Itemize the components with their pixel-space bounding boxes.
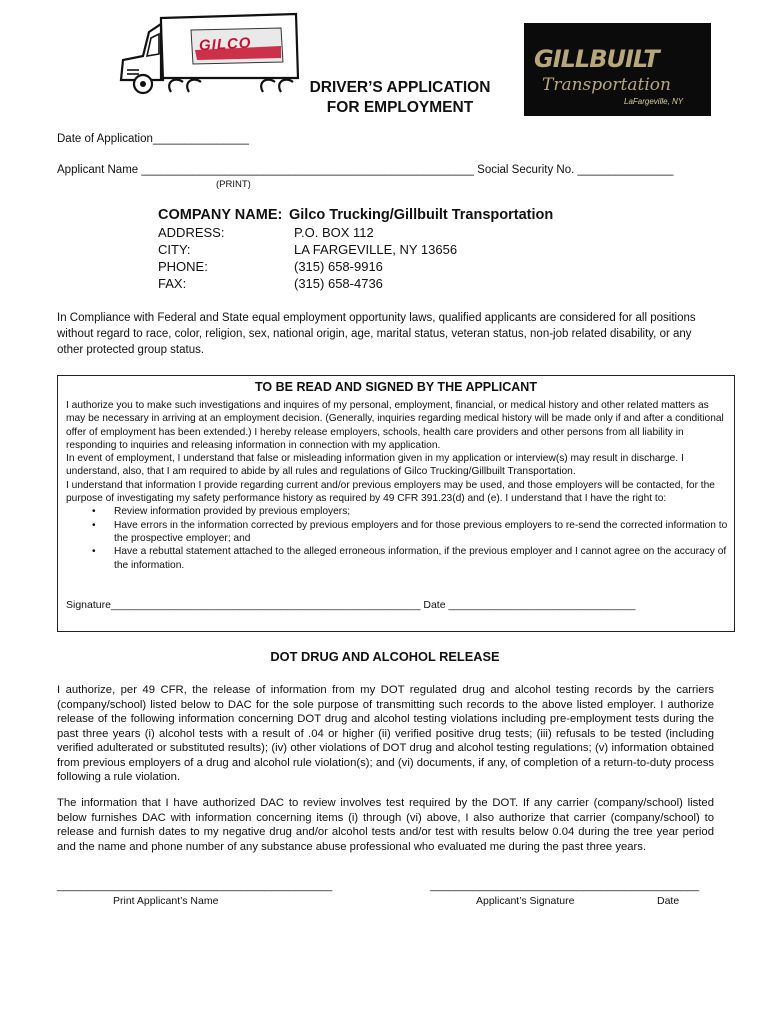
print-name-label: Print Applicant’s Name [113, 895, 219, 907]
gilco-logo-text: GILCO [198, 34, 252, 55]
city-value: LA FARGEVILLE, NY 13656 [294, 242, 458, 257]
gillbuilt-logo-subtext: Transportation [542, 75, 671, 95]
dot-release-paragraph-2: The information that I have authorized DAC to review involves test required by the DOT. If any carrier (company/school) listed below furnishes DAC with information concerning items (i) through (vi) above, I also authorize that carrier (company/school) to release and furnish dates to my negative drug and/or alcohol tests and/or test with results below 0.04 during the tree year period and the name and phone number of any substance abuse professional who evaluated me during the past three years. [57, 797, 714, 853]
consent-box-text [66, 399, 728, 572]
applicant-consent-box [57, 375, 735, 632]
rights-item-text: Have errors in the information corrected by previous employers and for those previous employers to re-send the corrected information to the prospective employer; and [114, 519, 728, 544]
bullet-icon: • [92, 546, 96, 558]
dot-release-paragraph-1: I authorize, per 49 CFR, the release of information from my DOT regulated drug and alcohol testing records by the carriers (company/school) listed below to DAC for the sole purpose of transmitting such records to the above listed employer. I authorize release of the following information concerning DOT drug and alcohol testing violations including pre-employment tests during the past three years (i) alcohol tests with a result of .04 or higher (ii) verified positive drug tests; (iii) refusals to be tested (including verified adulterated or substituted results); (iv) other violations of DOT drug and alcohol testing regulations; (v) information obtained from previous employers of a drug and alcohol rule violation(s); and (vi) documents, if any, of completion of a return-to-duty process following a rule violation. [57, 684, 714, 783]
date-label: Date [657, 895, 680, 907]
rights-list-item [92, 519, 728, 546]
phone-label: PHONE: [158, 259, 208, 274]
title-line-1: DRIVER’S APPLICATION [309, 79, 491, 96]
consent-paragraph-3: I understand that information I provide regarding current and/or previous employers may be used, and those employers will be contacted, for the purpose of investigating my safety performance history as required by 49 CFR 391.23(d) and (e). I understand that I have the right to: [66, 479, 715, 505]
print-hint: (PRINT) [216, 179, 251, 190]
fax-label: FAX: [158, 276, 187, 291]
dot-release-title: DOT DRUG AND ALCOHOL RELEASE [270, 649, 500, 664]
consent-paragraph-1: I authorize you to make such investigations and inquires of my personal, employment, financial, or medical history and other related matters as may be necessary in arriving at an employment decision. (Generally, inquiries regarding medical history will be made only if and after a conditional offer of employment has been extended.) I hereby release employers, schools, health care providers and other persons from all liability in responding to inquiries and releasing information in connection with my application. [66, 400, 724, 451]
gillbuilt-logo [524, 23, 711, 116]
gillbuilt-logo-location: LaFargeville, NY [624, 97, 684, 106]
signature-date-line[interactable]: ____________________________________________ [430, 880, 700, 892]
page-title [290, 78, 510, 118]
fax-value: (315) 658-4736 [294, 276, 383, 291]
applicant-name-field[interactable]: Applicant Name ____________________________________________________ Social Security No. _______________ [57, 164, 674, 176]
applicant-signature-label: Applicant’s Signature [476, 895, 575, 907]
rights-list [66, 505, 728, 571]
address-label: ADDRESS: [158, 225, 225, 240]
rights-item-text: Review information provided by previous employers; [114, 506, 351, 518]
rights-list-item [92, 545, 728, 572]
title-line-2: FOR EMPLOYMENT [326, 99, 474, 116]
rights-list-item [92, 505, 728, 518]
consent-paragraph-2: In event of employment, I understand that false or misleading information given in my application or interview(s) may result in discharge. I understand, also, that I am required to abide by all rules and regulations of Gilco Trucking/Gillbuilt Transportation. [66, 453, 684, 478]
consent-box-title: TO BE READ AND SIGNED BY THE APPLICANT [255, 380, 537, 394]
city-label: CITY: [158, 242, 191, 257]
consent-signature-date-line[interactable]: Signature_____________________________________________________ Date ________________________________ [66, 599, 636, 611]
gillbuilt-logo-text: GILLBUILT [534, 45, 659, 73]
bullet-icon: • [92, 519, 96, 531]
eeo-compliance-text: In Compliance with Federal and State equal employment opportunity laws, qualified applicants are considered for all positions without regard to race, color, religion, sex, national origin, age, marital status, veteran status, non-job related disability, or any other protected group status. [57, 312, 696, 356]
rights-item-text: Have a rebuttal statement attached to the alleged erroneous information, if the previous employer and I cannot agree on the accuracy of the information. [114, 546, 727, 571]
gilco-truck-logo [113, 10, 303, 96]
bullet-icon: • [92, 506, 96, 518]
address-value: P.O. BOX 112 [294, 225, 374, 240]
print-name-line[interactable]: _____________________________________________ [57, 880, 333, 892]
company-name-label: COMPANY NAME: [158, 207, 283, 223]
date-of-application-field[interactable]: Date of Application_______________ [57, 133, 249, 145]
company-name-value: Gilco Trucking/Gillbuilt Transportation [289, 207, 554, 223]
phone-value: (315) 658-9916 [294, 259, 383, 274]
